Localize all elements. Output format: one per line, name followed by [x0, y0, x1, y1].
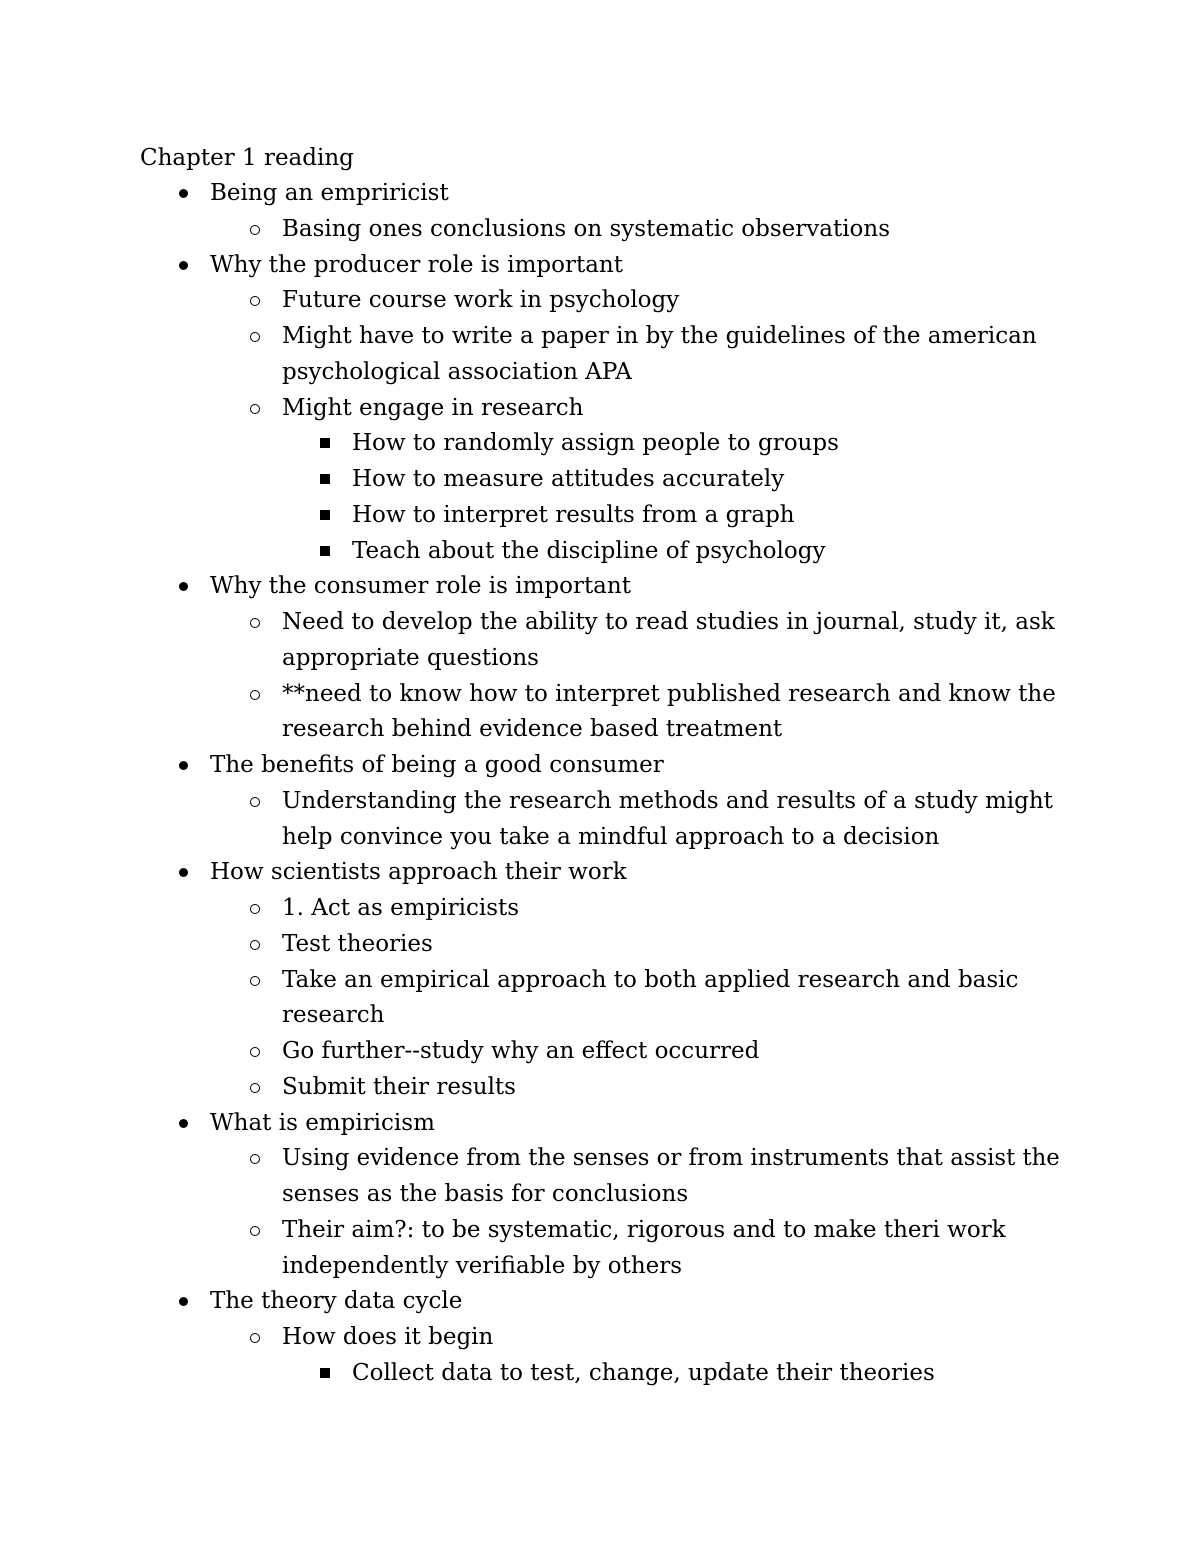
outline-item-level-2 — [0, 891, 1200, 927]
outline-item-text: psychological association APA — [282, 359, 632, 385]
outline-item-level-1 — [0, 1284, 1200, 1320]
outline-item-level-2 — [0, 1320, 1200, 1356]
bullet-circle-icon — [250, 225, 260, 235]
outline-item-text: Being an empriricist — [210, 180, 449, 206]
outline-item-level-2 — [0, 927, 1200, 963]
outline-item-text: Why the producer role is important — [210, 252, 623, 278]
bullet-circle-icon — [250, 332, 260, 342]
bullet-circle-icon — [250, 1333, 260, 1343]
outline-item-level-2 — [0, 391, 1200, 427]
bullet-dot-icon — [179, 582, 188, 591]
outline-item-text: How to interpret results from a graph — [352, 502, 795, 528]
outline-item-text: senses as the basis for conclusions — [282, 1181, 689, 1207]
outline-item-level-2 — [0, 1213, 1200, 1249]
outline-item-level-1 — [0, 1106, 1200, 1142]
bullet-square-icon — [320, 438, 330, 448]
outline-item-level-1 — [0, 855, 1200, 891]
bullet-dot-icon — [179, 1297, 188, 1306]
page-title: Chapter 1 reading — [140, 145, 354, 171]
outline-item-level-2 — [0, 677, 1200, 713]
outline-item-level-3 — [0, 1356, 1200, 1392]
bullet-circle-icon — [250, 904, 260, 914]
outline-item-level-1 — [0, 748, 1200, 784]
outline-item-level-2 — [0, 212, 1200, 248]
outline-item-text: research — [282, 1002, 385, 1028]
outline-item-level-2 — [0, 963, 1200, 999]
bullet-circle-icon — [250, 1083, 260, 1093]
outline-item-text: Need to develop the ability to read studies in journal, study it, ask — [282, 609, 1055, 635]
bullet-circle-icon — [250, 690, 260, 700]
outline-item-level-2 — [0, 319, 1200, 355]
outline-item-text: appropriate questions — [282, 645, 539, 671]
bullet-circle-icon — [250, 618, 260, 628]
outline-item-text: Might have to write a paper in by the guidelines of the american — [282, 323, 1037, 349]
outline-item-level-2 — [0, 605, 1200, 641]
outline-item-text: Future course work in psychology — [282, 287, 680, 313]
bullet-circle-icon — [250, 940, 260, 950]
outline-item-text: Why the consumer role is important — [210, 573, 631, 599]
outline-item-text: Understanding the research methods and results of a study might — [282, 788, 1053, 814]
outline-item-text: research behind evidence based treatment — [282, 716, 783, 742]
outline-item-level-2 — [0, 283, 1200, 319]
bullet-dot-icon — [179, 261, 188, 270]
bullet-circle-icon — [250, 404, 260, 414]
outline-item-level-2 — [0, 1249, 1200, 1285]
outline-item-text: Go further--study why an effect occurred — [282, 1038, 760, 1064]
outline-item-text: Their aim?: to be systematic, rigorous and to make theri work — [282, 1217, 1006, 1243]
outline-item-level-1 — [0, 248, 1200, 284]
bullet-square-icon — [320, 1368, 330, 1378]
bullet-circle-icon — [250, 296, 260, 306]
outline-item-text: How to randomly assign people to groups — [352, 430, 839, 456]
outline-item-level-2 — [0, 998, 1200, 1034]
outline-item-text: The benefits of being a good consumer — [210, 752, 664, 778]
outline-item-text: independently verifiable by others — [282, 1253, 683, 1279]
outline-item-level-3 — [0, 498, 1200, 534]
bullet-dot-icon — [179, 868, 188, 877]
outline-item-text: Test theories — [282, 931, 433, 957]
bullet-circle-icon — [250, 1047, 260, 1057]
outline-item-level-2 — [0, 712, 1200, 748]
bullet-dot-icon — [179, 189, 188, 198]
outline-item-level-2 — [0, 784, 1200, 820]
bullet-square-icon — [320, 474, 330, 484]
outline-item-level-2 — [0, 1070, 1200, 1106]
outline-item-level-1 — [0, 176, 1200, 212]
outline-item-text: **need to know how to interpret published research and know the — [282, 681, 1056, 707]
outline-item-text: How scientists approach their work — [210, 859, 627, 885]
bullet-circle-icon — [250, 1226, 260, 1236]
outline-item-text: Collect data to test, change, update their theories — [352, 1360, 935, 1386]
bullet-circle-icon — [250, 797, 260, 807]
outline-item-text: Teach about the discipline of psychology — [352, 538, 826, 564]
outline-item-level-2 — [0, 1034, 1200, 1070]
outline-item-level-2 — [0, 355, 1200, 391]
outline-item-level-3 — [0, 426, 1200, 462]
bullet-square-icon — [320, 546, 330, 556]
outline-item-text: Using evidence from the senses or from instruments that assist the — [282, 1145, 1060, 1171]
bullet-square-icon — [320, 510, 330, 520]
bullet-dot-icon — [179, 761, 188, 770]
outline-item-level-2 — [0, 820, 1200, 856]
outline-item-text: How to measure attitudes accurately — [352, 466, 785, 492]
outline-item-text: Might engage in research — [282, 395, 584, 421]
outline-item-text: 1. Act as empiricists — [282, 895, 520, 921]
outline-item-text: Submit their results — [282, 1074, 516, 1100]
bullet-circle-icon — [250, 1154, 260, 1164]
outline-item-text: Basing ones conclusions on systematic observations — [282, 216, 891, 242]
outline-item-text: help convince you take a mindful approach to a decision — [282, 824, 940, 850]
outline-item-level-3 — [0, 462, 1200, 498]
outline-item-level-1 — [0, 569, 1200, 605]
outline-item-level-3 — [0, 534, 1200, 570]
outline-item-level-2 — [0, 1177, 1200, 1213]
bullet-dot-icon — [179, 1119, 188, 1128]
outline-item-text: Take an empirical approach to both applied research and basic — [282, 967, 1019, 993]
outline-item-level-2 — [0, 1141, 1200, 1177]
outline-item-text: What is empiricism — [210, 1110, 435, 1136]
outline-item-level-2 — [0, 641, 1200, 677]
outline-item-text: The theory data cycle — [210, 1288, 463, 1314]
bullet-circle-icon — [250, 976, 260, 986]
outline-item-text: How does it begin — [282, 1324, 494, 1350]
